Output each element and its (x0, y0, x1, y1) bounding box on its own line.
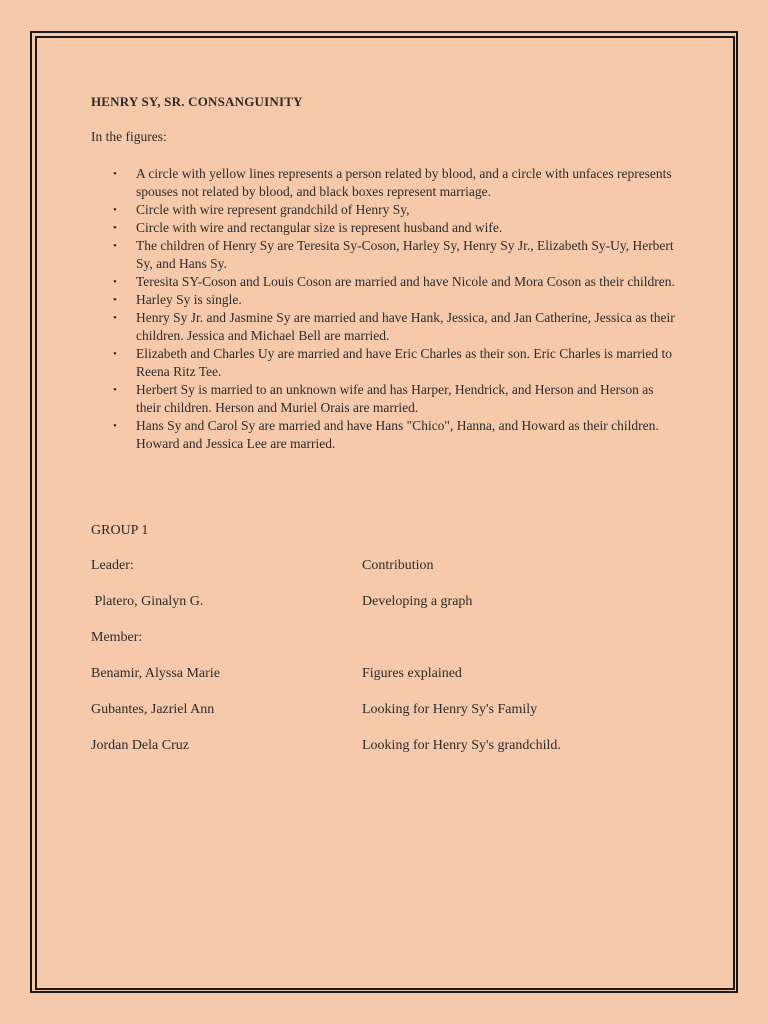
roster-row-leader-header (0, 558, 768, 578)
list-item (113, 381, 676, 417)
list-item-text: Hans Sy and Carol Sy are married and have Hans "Chico", Hanna, and Howard as their children. Howard and Jessica Lee are married. (136, 418, 659, 451)
roster-role-label: Leader: (91, 558, 134, 573)
bullet-icon: • (113, 276, 117, 288)
roster-contribution: Developing a graph (362, 594, 473, 609)
roster-name: Jordan Dela Cruz (91, 738, 189, 753)
list-item-text: Circle with wire and rectangular size is represent husband and wife. (136, 220, 503, 235)
roster-contribution: Figures explained (362, 666, 462, 681)
list-item-text: Harley Sy is single. (136, 292, 242, 307)
list-item (113, 273, 676, 291)
roster-name: Gubantes, Jazriel Ann (91, 702, 215, 717)
figure-explanations-list (113, 165, 676, 453)
list-item (113, 345, 676, 381)
roster-row-member (0, 666, 768, 686)
bullet-icon: • (113, 240, 117, 252)
list-item (113, 237, 676, 273)
bullet-icon: • (113, 204, 117, 216)
bullet-icon: • (113, 384, 117, 396)
roster-role-label: Member: (91, 630, 143, 645)
bullet-icon: • (113, 348, 117, 360)
list-item-text: Herbert Sy is married to an unknown wife and has Harper, Hendrick, and Herson and Herson as their children. Herson and Muriel Orais are married. (136, 382, 654, 415)
list-item (113, 417, 676, 453)
bullet-icon: • (113, 312, 117, 324)
list-item-text: A circle with yellow lines represents a person related by blood, and a circle with unfaces represents spouses not related by blood, and black boxes represent marriage. (136, 166, 672, 199)
bullet-icon: • (113, 168, 117, 180)
roster-row-member (0, 738, 768, 758)
list-item (113, 165, 676, 201)
roster-row-member (0, 702, 768, 722)
list-item-text: Elizabeth and Charles Uy are married and have Eric Charles as their son. Eric Charles is married to Reena Ritz Tee. (136, 346, 673, 379)
list-item-text: The children of Henry Sy are Teresita Sy-Coson, Harley Sy, Henry Sy Jr., Elizabeth Sy-Uy, Herbert Sy, and Hans Sy. (136, 238, 674, 271)
list-item (113, 291, 676, 309)
list-item-text: Henry Sy Jr. and Jasmine Sy are married and have Hank, Jessica, and Jan Catherine, Jessica as their children. Jessica and Michael Bell are married. (136, 310, 675, 343)
intro-text: In the figures: (91, 129, 167, 144)
bullet-icon: • (113, 222, 117, 234)
roster-row-leader (0, 594, 768, 614)
roster-name: Platero, Ginalyn G. (91, 594, 204, 609)
roster-contribution: Looking for Henry Sy's Family (362, 702, 538, 717)
bullet-icon: • (113, 420, 117, 432)
roster-contribution: Looking for Henry Sy's grandchild. (362, 738, 561, 753)
roster-contribution-header: Contribution (362, 558, 434, 573)
roster-name: Benamir, Alyssa Marie (91, 666, 220, 681)
list-item (113, 309, 676, 345)
group-label: GROUP 1 (91, 523, 149, 538)
list-item-text: Teresita SY-Coson and Louis Coson are married and have Nicole and Mora Coson as their children. (136, 274, 675, 289)
roster-row-member-header (0, 630, 768, 650)
bullet-icon: • (113, 294, 117, 306)
document-title: HENRY SY, SR. CONSANGUINITY (91, 94, 303, 109)
list-item (113, 219, 676, 237)
list-item-text: Circle with wire represent grandchild of Henry Sy, (136, 202, 410, 217)
list-item (113, 201, 676, 219)
